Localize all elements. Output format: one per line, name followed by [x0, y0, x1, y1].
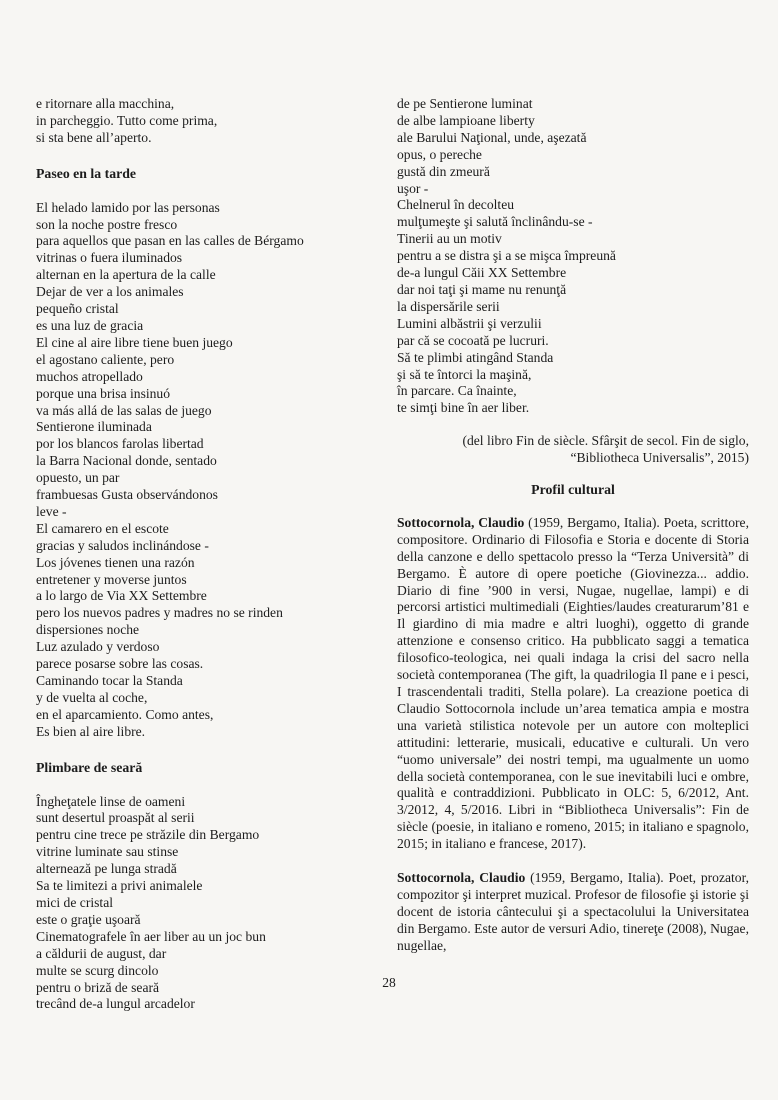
poem-line: mici de cristal [36, 894, 114, 910]
source-citation-line-1: (del libro Fin de siècle. Sfârşit de secol. Fin de siglo, [462, 433, 749, 449]
bio-italian [397, 515, 749, 853]
text-line: e ritornare alla macchina, [36, 96, 175, 111]
poem-line: Cinematografele în aer liber au un joc bun [36, 928, 266, 944]
poem-line: uşor - [397, 180, 429, 196]
poem-line: multe se scurg dincolo [36, 962, 159, 978]
poem-line: pero los nuevos padres y madres no se rinden [36, 605, 283, 621]
poem-line: par că se cocoată pe lucruri. [397, 332, 549, 348]
poem-line: El camarero en el escote [36, 520, 169, 536]
poem-line: este o graţie uşoară [36, 911, 141, 927]
text-line: si sta bene all’aperto. [36, 129, 152, 145]
poem-line: mulţumeşte şi salută înclinându-se - [397, 214, 593, 230]
text-line: in parcheggio. Tutto come prima, [36, 112, 218, 128]
poem-line: dar noi taţi şi mame nu renunţă [397, 281, 567, 297]
poem-line: el agostano caliente, pero [36, 351, 175, 367]
poem-line: parece posarse sobre las cosas. [36, 656, 204, 672]
poem-line: opuesto, un par [36, 470, 120, 486]
bio-italian-text: (1959, Bergamo, Italia). Poeta, scrittore, compositore. Ordinario di Filosofia e Storia e docente di Storia della canzone e dello spettacolo presso la “Terza Università” di Bergamo. È autore di opere poetiche (Giovinezza... addio. Diario di fine ’900 in versi, Nugae, nugellae, lampi) e di percorsi artistici multimediali (Eighties/laudes creaturarum’81 e Il giardino di mia madre e altri luoghi), oggetto di grande attenzione e consenso critico. Ha pubblicato saggi a tematica filosofico-teologica, nei quali indaga la crisi del sacro nella società contemporanea (The gift, la quadrilogia Il pane e i pesci, I trascendentali traditi, Stella polare). La creazione poetica di Claudio Sottocornola include un’area tematica ampia e mostra una varietà stilistica notevole per un autore con molteplici attitudini: letterarie, musicali, educative e culturali. Un vero “uomo universale” dei nostri tempi, ma ugualmente un uomo della società contemporanea, con le sue inevitabili luci e ombre, qualità e contraddizioni. Pubblicato in OLC: 5, 6/2012, Ant. 3/2012, 4, 5/2016. Libri in “Bibliotheca Universalis”: Fin de siècle (poesie, in italiano e romeno, 2015; in italiano e spagnolo, 2015; in italiano e francese, 2017). [397, 514, 749, 852]
poem-line: opus, o pereche [397, 146, 482, 162]
poem-line: va más allá de las salas de juego [36, 402, 212, 418]
poem-line: de-a lungul Căii XX Settembre [397, 265, 567, 281]
poem-line: a căldurii de august, dar [36, 945, 167, 961]
poem-line: Sa te limitezi a privi animalele [36, 878, 203, 894]
poem-line: Caminando tocar la Standa [36, 673, 183, 688]
poem-title-spanish: Paseo en la tarde [36, 165, 137, 181]
intro-stanza [36, 96, 368, 147]
poem-line: pentru cine trece pe străzile din Bergamo [36, 827, 260, 843]
poem-line: sunt desertul proaspăt al serii [36, 810, 195, 826]
poem-line: en el aparcamiento. Como antes, [36, 706, 214, 722]
poem-line: Luz azulado y verdoso [36, 639, 160, 655]
poem-line: ale Barului Naţional, unde, aşezată [397, 129, 587, 145]
poem-line: Dejar de ver a los animales [36, 284, 184, 300]
poem-line: Îngheţatele linse de oameni [36, 793, 186, 809]
poem-line: pentru a se distra şi a se mişca împreună [397, 248, 616, 264]
poem-line: porque una brisa insinuó [36, 385, 171, 401]
poem-line: trecând de-a lungul arcadelor [36, 996, 195, 1012]
poem-line: frambuesas Gusta observándonos [36, 487, 218, 503]
poem-line: Los jóvenes tienen una razón [36, 554, 195, 570]
poem-spanish [36, 200, 368, 741]
poem-line: leve - [36, 503, 67, 519]
poem-line: de albe lampioane liberty [397, 112, 535, 128]
source-citation-line-2: “Bibliotheca Universalis”, 2015) [570, 450, 749, 466]
poem-line: pentru o briză de seară [36, 979, 160, 995]
poem-line: a lo largo de Via XX Settembre [36, 588, 207, 604]
poem-line: para aquellos que pasan en las calles de Bérgamo [36, 233, 304, 249]
poem-line: la dispersările serii [397, 298, 500, 314]
poem-line: Es bien al aire libre. [36, 723, 146, 739]
poem-line: Chelnerul în decolteu [397, 197, 515, 213]
bio-romanian-text: (1959, Bergamo, Italia). Poet, prozator, compozitor şi interpret muzical. Profesor de filosofie şi istorie şi docent de istoria cântecului şi a spectacolului la Universitatea din Bergamo. Este autor de versuri Adio, tinereţe (2008), Nugae, nugellae, [397, 870, 749, 953]
poem-continuation [397, 96, 749, 417]
poem-line: vitrine luminate sau stinse [36, 844, 179, 860]
author-name: Sottocornola, Claudio [397, 870, 526, 886]
bio-romanian [397, 870, 749, 955]
left-column [36, 96, 368, 1013]
poem-line: es una luz de gracia [36, 317, 144, 333]
poem-line: la Barra Nacional donde, sentado [36, 453, 217, 469]
poem-line: son la noche postre fresco [36, 216, 178, 232]
poem-title-romanian: Plimbare de seară [36, 759, 143, 775]
poem-line: pequeño cristal [36, 301, 119, 317]
poem-line: dispersiones noche [36, 622, 140, 638]
poem-line: de pe Sentierone luminat [397, 96, 533, 111]
right-column [397, 96, 749, 955]
poem-line: Lumini albăstrii şi verzulii [397, 315, 542, 331]
poem-line: alternan en la apertura de la calle [36, 267, 216, 283]
author-name: Sottocornola, Claudio [397, 514, 525, 530]
poem-line: alternează pe lunga stradă [36, 861, 177, 877]
poem-line: por los blancos farolas libertad [36, 436, 204, 452]
poem-line: şi să te întorci la maşină, [397, 366, 532, 382]
poem-line: Sentierone iluminada [36, 419, 152, 435]
poem-line: te simţi bine în aer liber. [397, 400, 530, 416]
poem-line: vitrinas o fuera iluminados [36, 250, 183, 266]
poem-line: El cine al aire libre tiene buen juego [36, 334, 233, 350]
poem-line: în parcare. Ca înainte, [397, 383, 517, 399]
poem-line: y de vuelta al coche, [36, 689, 148, 705]
section-title: Profil cultural [531, 482, 615, 498]
poem-line: entretener y moverse juntos [36, 571, 187, 587]
poem-line: El helado lamido por las personas [36, 199, 220, 215]
poem-line: gracias y saludos inclinándose - [36, 537, 209, 553]
poem-line: Tinerii au un motiv [397, 231, 502, 247]
poem-line: muchos atropellado [36, 368, 143, 384]
poem-line: Să te plimbi atingând Standa [397, 349, 554, 365]
poem-line: gustă din zmeură [397, 163, 490, 179]
page-number: 28 [382, 975, 396, 990]
